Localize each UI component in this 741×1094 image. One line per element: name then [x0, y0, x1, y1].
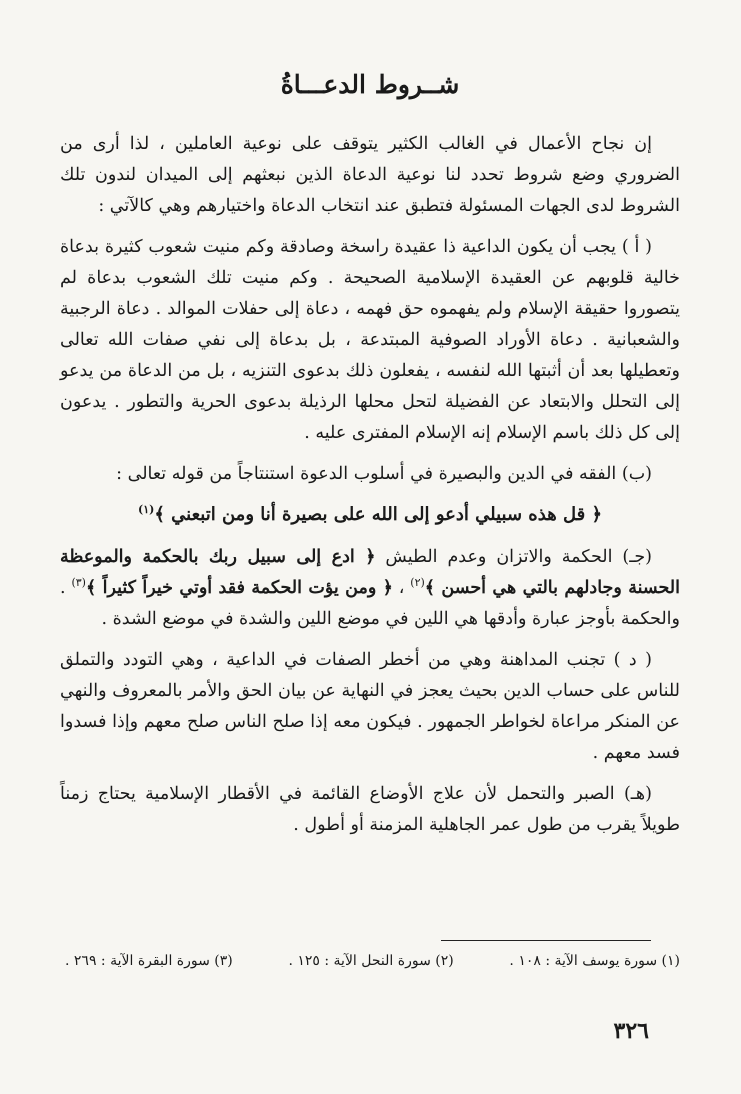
footnote-2: (٢) سورة النحل الآية : ١٢٥ .: [288, 953, 454, 969]
footnote-ref-3: (٣): [71, 576, 86, 590]
item-e-paragraph: (هـ) الصبر والتحمل لأن علاج الأوضاع القائمة في الأقطار الإسلامية يحتاج زمناً طويلاً يقرب من طول عمر الجاهلية المزمنة أو أطول .: [60, 784, 680, 835]
intro-paragraph: إن نجاح الأعمال في الغالب الكثير يتوقف على نوعية العاملين ، لذا أرى من الضروري وضع شروط تحدد لنا نوعية الدعاة الذين نبعثهم إلى الميدان لندون تلك الشروط لدى الجهات المسئولة فتطبق عند انتخاب الدعاة واختيارهم وهي كالآتي :: [60, 134, 680, 216]
footnote-3: (٣) سورة البقرة الآية : ٢٦٩ .: [65, 953, 233, 969]
item-a-paragraph: ( أ ) يجب أن يكون الداعية ذا عقيدة راسخة وصادقة وكم منيت شعوب كثيرة بدعاة خالية قلوبهم عن العقيدة الإسلامية الصحيحة . وكم منيت تلك الشعوب بدعاة لم يتصوروا حقيقة الإسلام ولم يفهموه حق فهمه ، دعاة إلى حفلات الموالد . دعاة الرجبية والشعبانية . دعاة الأوراد الصوفية المبتدعة ، بل بدعاة إلى نفي صفات الله تعالى وتعطيلها بعد أن أثبتها الله لنفسه ، يفعلون ذلك بدعوى التنزيه ، بل من الدعاة من يدعو إلى التحلل والابتعاد عن الفضيلة لتحل محلها الرذيلة بدعوى الحرية والتطور . يدعون إلى كل ذلك باسم الإسلام إنه الإسلام المفترى عليه .: [60, 237, 680, 443]
footnote-ref-2: (٢): [410, 576, 425, 590]
footnote-ref-1: (١): [137, 503, 155, 516]
footnote-1: (١) سورة يوسف الآية : ١٠٨ .: [509, 953, 680, 969]
item-c-paragraph: [60, 542, 680, 635]
footnotes: [65, 953, 680, 969]
item-b-paragraph: (ب) الفقه في الدين والبصيرة في أسلوب الدعوة استنتاجاً من قوله تعالى :: [116, 464, 652, 484]
verse-c2: ﴿ ومن يؤت الحكمة فقد أوتي خيراً كثيراً ﴾: [85, 578, 393, 598]
footnote-divider: [441, 940, 651, 941]
page-number: ٣٢٦: [613, 1018, 649, 1044]
page-title: شــروط الدعـــاةُ: [280, 70, 460, 99]
page-body: [60, 70, 680, 851]
item-c-start: (جـ) الحكمة والاتزان وعدم الطيش: [385, 547, 652, 567]
verse-b: [60, 500, 680, 530]
item-c-end: . والحكمة بأوجز عبارة وأدقها هي اللين في موضع اللين والشدة في موضع الشدة .: [60, 578, 680, 629]
verse-c1: ﴿ ادع إلى سبيل ربك بالحكمة والموعظة الحسنة وجادلهم بالتي هي أحسن ﴾: [60, 547, 680, 598]
verse-b-text: ﴿ قل هذه سبيلي أدعو إلى الله على بصيرة أنا ومن اتبعني ﴾: [154, 504, 602, 525]
item-d-paragraph: ( د ) تجنب المداهنة وهي من أخطر الصفات في الداعية ، وهي التودد والتملق للناس على حساب الدين بحيث يعجز في النهاية عن بيان الحق والأمر بالمعروف والنهي عن المنكر مراعاة لخواطر الجمهور . فيكون معه إذا صلح الناس صلح معهم وإذا فسدوا فسد معهم .: [60, 650, 680, 763]
item-c-separator: ،: [392, 578, 405, 598]
